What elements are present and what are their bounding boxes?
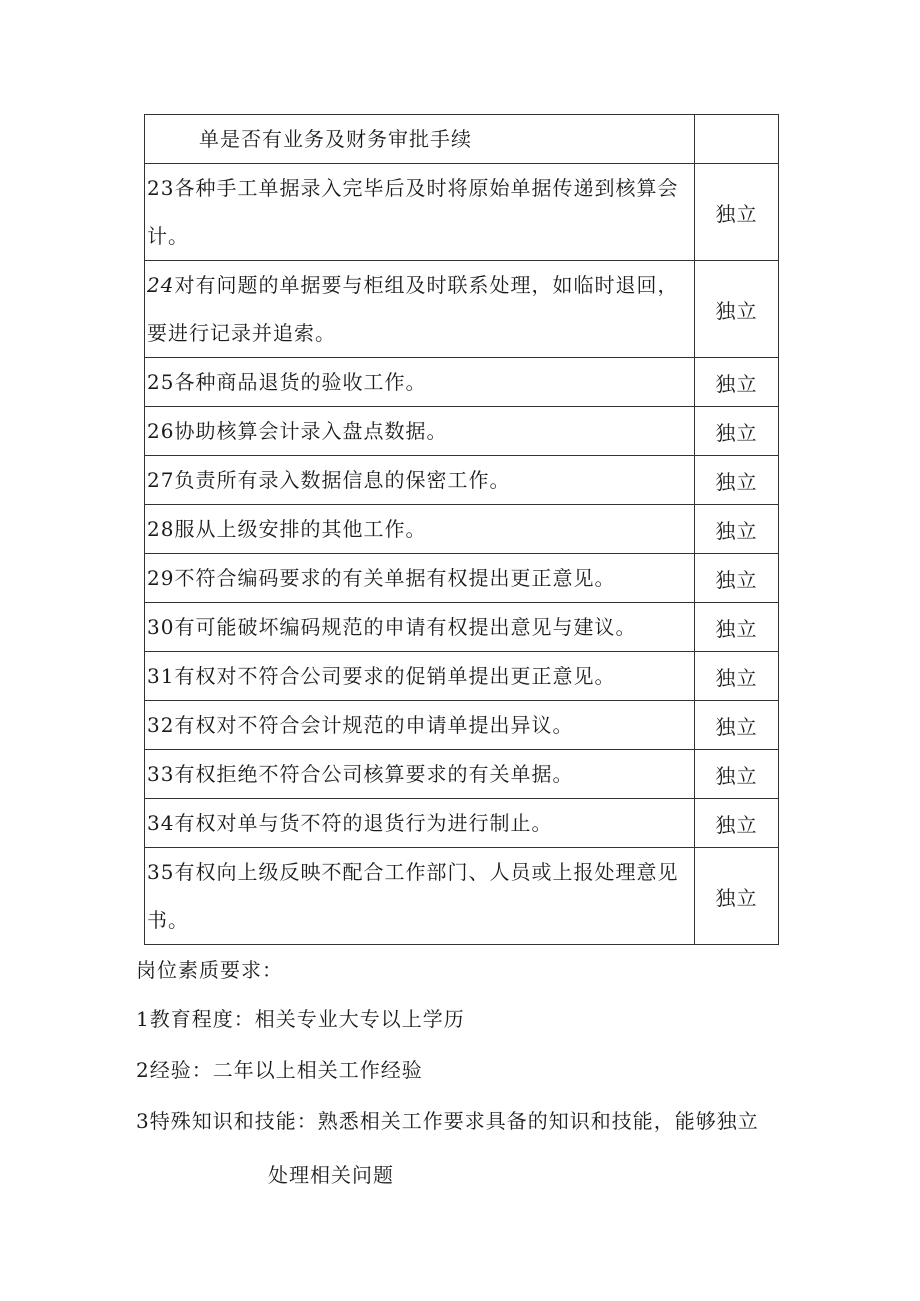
duty-text: 34有权对单与货不符的退货行为进行制止。	[147, 811, 553, 835]
table-row	[145, 358, 779, 407]
duty-text: 29不符合编码要求的有关单据有权提出更正意见。	[147, 566, 616, 590]
duty-cell	[145, 701, 695, 750]
table-row	[145, 115, 779, 164]
work-mode-cell: 独立	[695, 164, 779, 261]
duty-text: 31有权对不符合公司要求的促销单提出更正意见。	[147, 664, 616, 688]
duty-cell	[145, 652, 695, 701]
work-mode-cell: 独立	[695, 652, 779, 701]
table-row	[145, 799, 779, 848]
duty-cell	[145, 407, 695, 456]
work-mode-cell: 独立	[695, 848, 779, 945]
table-row	[145, 407, 779, 456]
work-mode-cell: 独立	[695, 456, 779, 505]
table-row	[145, 652, 779, 701]
duty-text: 23各种手工单据录入完毕后及时将原始单据传递到核算会计。	[147, 176, 679, 248]
work-mode-cell: 独立	[695, 505, 779, 554]
work-mode-cell: 独立	[695, 358, 779, 407]
duty-cell	[145, 848, 695, 945]
duty-cell	[145, 750, 695, 799]
table-row	[145, 505, 779, 554]
work-mode-cell: 独立	[695, 701, 779, 750]
work-mode-cell: 独立	[695, 750, 779, 799]
duty-description: 对有问题的单据要与柜组及时联系处理，如临时退回，要进行记录并追索。	[147, 273, 679, 345]
job-requirements	[136, 946, 796, 1203]
duty-number: 24	[147, 273, 175, 297]
duty-text: 27负责所有录入数据信息的保密工作。	[147, 468, 511, 492]
requirement-item: 3特殊知识和技能：熟悉相关工作要求具备的知识和技能，能够独立	[136, 1109, 759, 1133]
duty-text: 32有权对不符合会计规范的申请单提出异议。	[147, 713, 574, 737]
duty-text: 33有权拒绝不符合公司核算要求的有关单据。	[147, 762, 574, 786]
requirement-item: 2经验：二年以上相关工作经验	[136, 1058, 423, 1082]
duty-cell	[145, 261, 695, 358]
duty-text	[145, 261, 694, 357]
duty-cell	[145, 164, 695, 261]
work-mode-cell	[695, 115, 779, 164]
duty-text: 单是否有业务及财务审批手续	[199, 127, 472, 151]
table-row	[145, 261, 779, 358]
duty-text: 25各种商品退货的验收工作。	[147, 370, 427, 394]
table-row	[145, 701, 779, 750]
table-row	[145, 456, 779, 505]
work-mode-cell: 独立	[695, 554, 779, 603]
duty-cell	[145, 358, 695, 407]
duty-cell	[145, 799, 695, 848]
duty-text: 26协助核算会计录入盘点数据。	[147, 419, 448, 443]
duty-cell	[145, 456, 695, 505]
work-mode-cell: 独立	[695, 603, 779, 652]
duty-cell	[145, 603, 695, 652]
table-row	[145, 164, 779, 261]
duty-cell	[145, 505, 695, 554]
work-mode-cell: 独立	[695, 799, 779, 848]
duty-cell	[145, 554, 695, 603]
duty-text: 28服从上级安排的其他工作。	[147, 517, 427, 541]
work-mode-cell: 独立	[695, 407, 779, 456]
requirement-item-continuation: 处理相关问题	[268, 1163, 394, 1187]
duty-text: 30有可能破坏编码规范的申请有权提出意见与建议。	[147, 615, 637, 639]
table-row	[145, 848, 779, 945]
table-row	[145, 750, 779, 799]
duty-cell	[145, 115, 695, 164]
table-row	[145, 603, 779, 652]
duty-text: 35有权向上级反映不配合工作部门、人员或上报处理意见书。	[147, 860, 679, 932]
table-row	[145, 554, 779, 603]
work-mode-cell: 独立	[695, 261, 779, 358]
requirements-heading: 岗位素质要求：	[136, 958, 283, 982]
requirement-item: 1教育程度：相关专业大专以上学历	[136, 1007, 465, 1031]
job-duties-table	[144, 114, 779, 945]
